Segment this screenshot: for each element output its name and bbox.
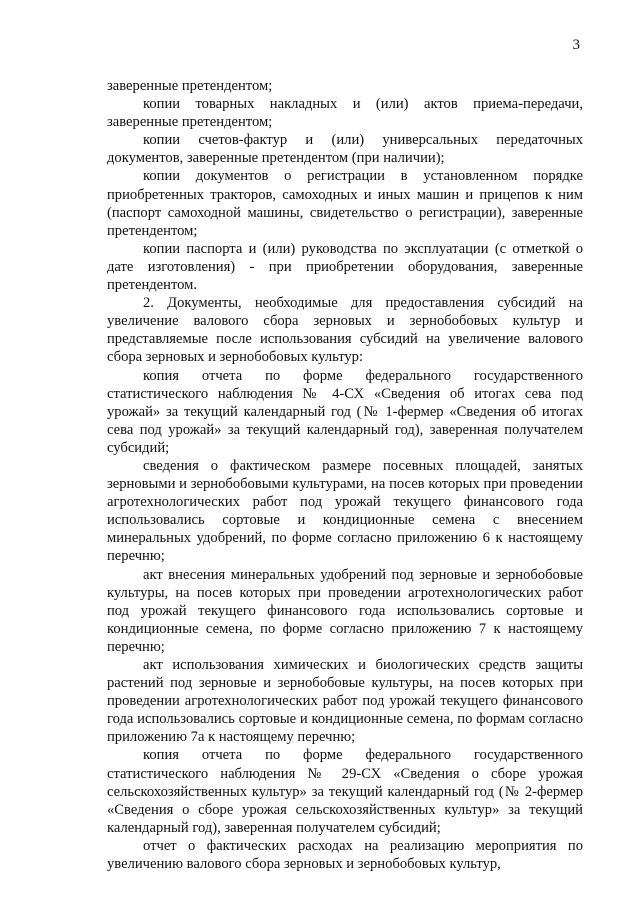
paragraph: сведения о фактическом размере посевных площадей, занятых зерновыми и зернобобовыми культурами, на посев которых при проведении агротехнологических работ под урожай текущего финансового года использовались сортовые и кондиционные семена с внесением минеральных удобрений, по форме согласно приложению 6 к настоящему перечню; [107, 457, 583, 565]
paragraph: копия отчета по форме федерального государственного статистического наблюдения № 29-СХ «Сведения о сборе урожая сельскохозяйственных культур» за текущий календарный год (№ 2-фермер «Сведения о сборе урожая сельскохозяйственных культур» за текущий календарный год), заверенная получателем субсидий; [107, 747, 583, 836]
paragraph: акт внесения минеральных удобрений под зерновые и зернобобовые культуры, на посев которых при проведении агротехнологических работ под урожай текущего финансового года использовались сортовые и кондиционные семена, по форме согласно приложению 7 к настоящему перечню; [107, 566, 583, 655]
paragraph: копии товарных накладных и (или) актов приема-передачи, заверенные претендентом; [107, 96, 583, 131]
paragraph: акт использования химических и биологических средств защиты растений под зерновые и зернобобовые культуры, на посев которых при проведении агротехнологических работ под урожай текущего финансового года использовались сортовые и кондиционные семена, по формам согласно приложению 7а к настоящему перечню; [107, 657, 583, 746]
page-number: 3 [572, 37, 580, 53]
paragraph: копии счетов-фактур и (или) универсальных передаточных документов, заверенные претендентом (при наличии); [107, 132, 583, 167]
paragraph: копии документов о регистрации в установленном порядке приобретенных тракторов, самоходных и иных машин и прицепов к ним (паспорт самоходной машины, свидетельство о регистрации), заверенные претендентом; [107, 168, 583, 239]
paragraph: копии паспорта и (или) руководства по эксплуатации (с отметкой о дате изготовления) - при приобретении оборудования, заверенные претендентом. [107, 240, 583, 294]
paragraph: заверенные претендентом; [107, 78, 273, 94]
document-body [107, 77, 583, 873]
paragraph: копия отчета по форме федерального государственного статистического наблюдения № 4-СХ «Сведения об итогах сева под урожай» за текущий календарный год (№ 1-фермер «Сведения об итогах сева под урожай» за текущий календарный год), заверенная получателем субсидий; [107, 367, 583, 456]
paragraph: отчет о фактических расходах на реализацию мероприятия по увеличению валового сбора зерновых и зернобобовых культур, [107, 837, 583, 873]
section-paragraph: 2. Документы, необходимые для предоставления субсидий на увеличение валового сбора зерновых и зернобобовых культур и представляемые после использования субсидий на увеличение валового сбора зерновых и зернобобовых культур: [107, 295, 583, 366]
